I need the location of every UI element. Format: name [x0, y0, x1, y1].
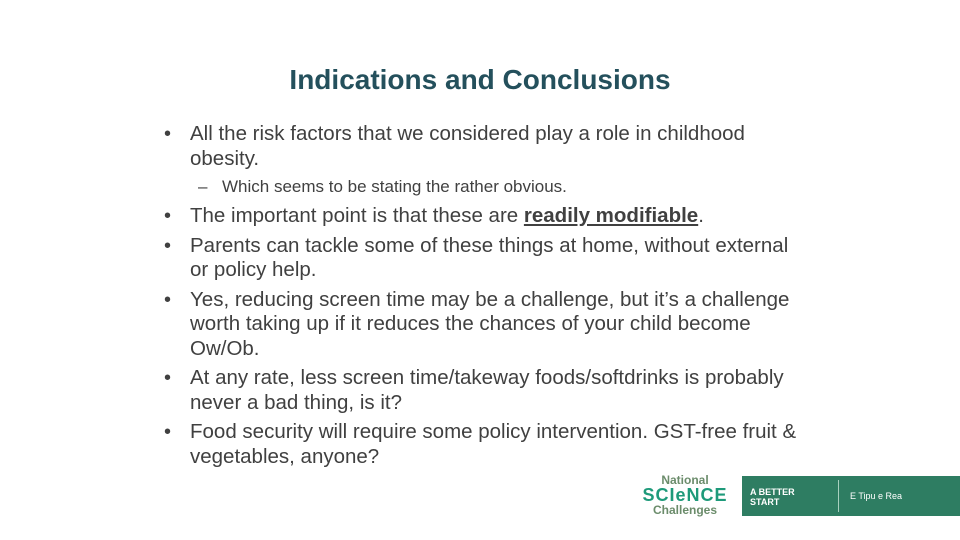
bullet-glyph: •	[164, 288, 172, 311]
sub-bullet-glyph: –	[198, 177, 208, 196]
bullet-glyph: •	[164, 421, 172, 443]
bullet-glyph: •	[164, 123, 172, 145]
e-tipu-e-rea-label: E Tipu e Rea	[850, 491, 903, 501]
bullet-item	[160, 234, 800, 283]
bullet-text: All the risk factors that we considered play a role in childhood obesity.	[190, 122, 745, 170]
bullet-text: Parents can tackle some of these things at home, without external or policy help.	[190, 233, 789, 281]
national-science-challenges-logo	[630, 474, 740, 516]
bullet-glyph: •	[164, 234, 172, 257]
sub-bullet-item	[160, 176, 800, 198]
bullet-text	[190, 204, 704, 227]
banner-divider	[838, 480, 839, 512]
bullet-text: Food security will require some policy intervention. GST-free fruit & vegetables, anyone?	[190, 420, 797, 468]
bullet-list	[160, 122, 800, 474]
bullet-text: Yes, reducing screen time may be a challenge, but it’s a challenge worth taking up if it reduces the chances of your child become Ow/Ob.	[190, 287, 790, 360]
slide-title: Indications and Conclusions	[289, 64, 671, 95]
a-better-start-label: A BETTER START	[750, 487, 795, 507]
bullet-item	[160, 420, 800, 469]
bullet-item	[160, 288, 800, 362]
logo-science-text: SCIeNCE	[642, 485, 728, 505]
bullet-text-pre: The important point is that these are	[190, 204, 524, 227]
sub-bullet-text: Which seems to be stating the rather obvious.	[222, 177, 567, 196]
bullet-text-post: .	[698, 204, 704, 227]
bullet-text-emphasis: readily modifiable	[523, 204, 699, 227]
bullet-glyph: •	[164, 205, 172, 227]
bullet-item	[160, 122, 800, 171]
bullet-text: At any rate, less screen time/takeway foods/softdrinks is probably never a bad thing, is it?	[190, 366, 784, 414]
logo-challenges-text: Challenges	[652, 503, 718, 517]
logo-national-text: National	[661, 473, 709, 487]
bullet-item	[160, 204, 800, 229]
bullet-glyph: •	[164, 367, 172, 389]
bullet-item	[160, 366, 800, 415]
